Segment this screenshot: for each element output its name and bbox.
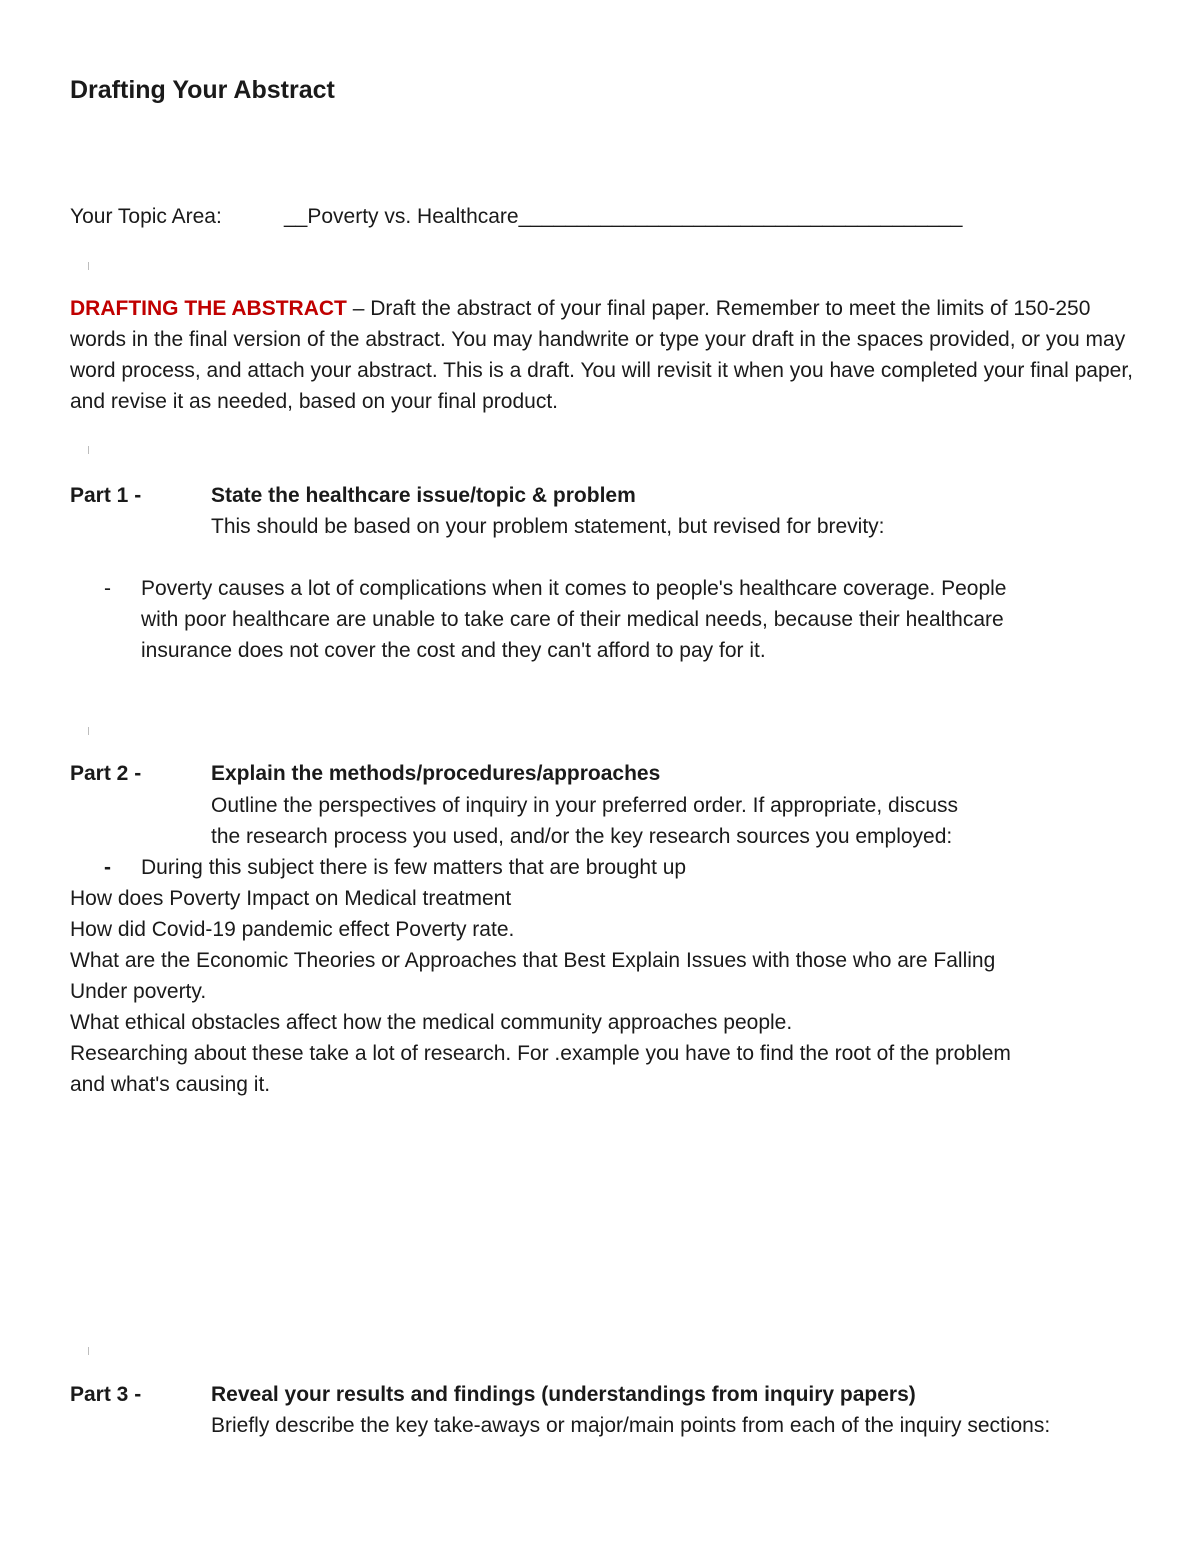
part3-label: Part 3 -: [70, 1383, 142, 1406]
part1-bullet-line: Poverty causes a lot of complications when it comes to people's healthcare coverage. People: [141, 577, 1007, 600]
paragraph-marker: [88, 262, 89, 270]
drafting-paragraph: [70, 293, 1140, 417]
part1-bullet-line: insurance does not cover the cost and they can't afford to pay for it.: [141, 639, 766, 662]
part2-instruction-line: the research process you used, and/or the key research sources you employed:: [211, 825, 953, 848]
part1-bullet-marker: -: [104, 577, 111, 600]
topic-label: Your Topic Area:: [70, 205, 222, 228]
part1-label: Part 1 -: [70, 484, 142, 507]
part1-bullet-line: with poor healthcare are unable to take care of their medical needs, because their healthcare: [141, 608, 1004, 631]
part2-instruction-line: Outline the perspectives of inquiry in your preferred order. If appropriate, discuss: [211, 794, 959, 817]
paragraph-marker: [88, 727, 89, 735]
part3-heading: Reveal your results and findings (understandings from inquiry papers): [211, 1383, 916, 1406]
paragraph-marker: [88, 1347, 89, 1355]
part2-line: How did Covid-19 pandemic effect Poverty rate.: [70, 918, 515, 941]
part2-bullet: During this subject there is few matters that are brought up: [141, 856, 687, 879]
part2-line: What are the Economic Theories or Approaches that Best Explain Issues with those who are Falling: [70, 949, 996, 972]
page-title: Drafting Your Abstract: [70, 76, 335, 104]
part2-line: Researching about these take a lot of research. For .example you have to find the root of the problem: [70, 1042, 1011, 1065]
part2-line: How does Poverty Impact on Medical treatment: [70, 887, 512, 910]
part1-instruction: This should be based on your problem statement, but revised for brevity:: [211, 515, 885, 538]
part2-line: and what's causing it.: [70, 1073, 271, 1096]
drafting-text: – Draft the abstract of your final paper. Remember to meet the limits of 150-250 words in the final version of the abstract. You may handwrite or type your draft in the spaces provided, or you may word process, and attach your abstract. This is a draft. You will revisit it when you have completed your final paper, and revise it as needed, based on your final product.: [70, 297, 1134, 413]
part2-bullet-marker: -: [104, 856, 111, 879]
part2-line: What ethical obstacles affect how the medical community approaches people.: [70, 1011, 793, 1034]
drafting-heading: DRAFTING THE ABSTRACT: [70, 297, 347, 320]
part2-line: Under poverty.: [70, 980, 207, 1003]
part3-instruction: Briefly describe the key take-aways or major/main points from each of the inquiry sections:: [211, 1414, 1051, 1437]
paragraph-marker: [88, 446, 89, 454]
part2-heading: Explain the methods/procedures/approaches: [211, 762, 661, 785]
part1-heading: State the healthcare issue/topic & problem: [211, 484, 636, 507]
part2-label: Part 2 -: [70, 762, 142, 785]
topic-value: __Poverty vs. Healthcare______________________________________: [284, 205, 963, 228]
